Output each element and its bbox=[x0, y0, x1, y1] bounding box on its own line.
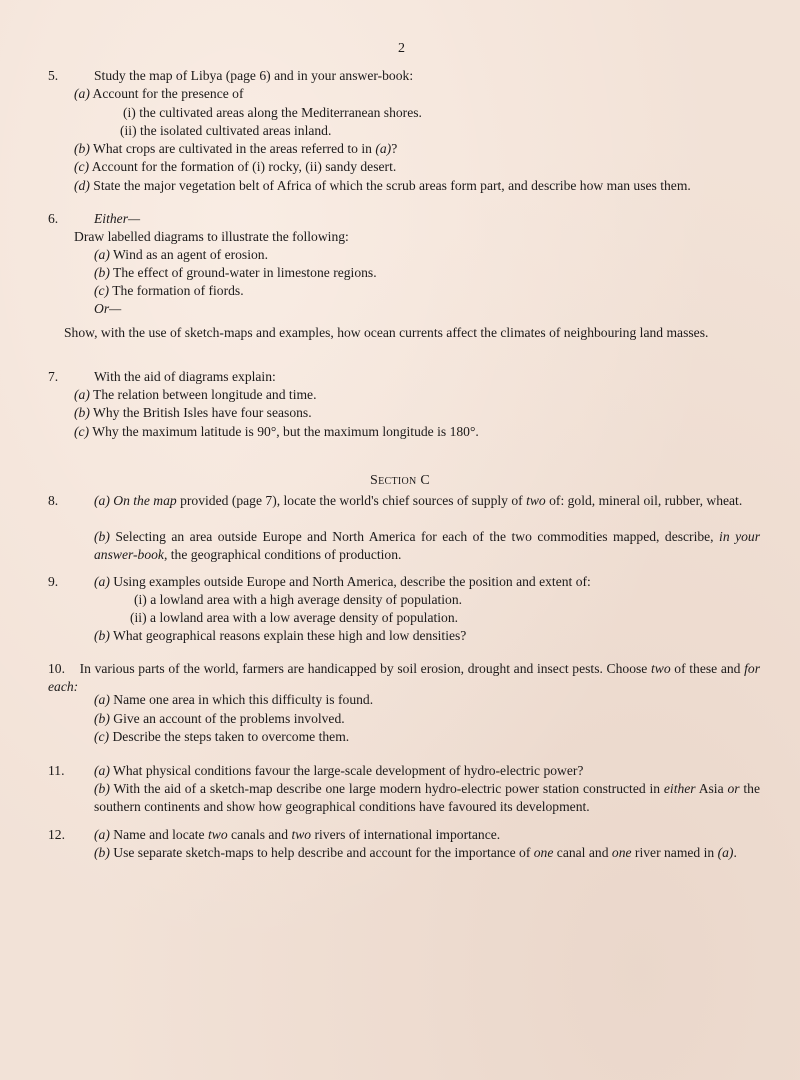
question-number: 6. bbox=[48, 211, 59, 226]
question-intro: With the aid of diagrams explain: bbox=[94, 369, 276, 384]
part-b: (b) Selecting an area outside Europe and North America for each of the two commodities mapped, describe, in your answer-book, the geographical conditions of production. bbox=[94, 529, 760, 562]
part-b: (b) With the aid of a sketch-map describe one large modern hydro-electric power station constructed in either Asia or the southern continents and show how geographical conditions have favoured its development. bbox=[94, 781, 760, 814]
question-number: 9. bbox=[48, 574, 59, 589]
part-a: (a) Account for the presence of bbox=[74, 86, 244, 101]
part-a: (a) The relation between longitude and time. bbox=[74, 387, 317, 402]
question-number: 7. bbox=[48, 369, 59, 384]
part-d: (d) State the major vegetation belt of Africa of which the scrub areas form part, and describe how man uses them. bbox=[74, 178, 691, 193]
question-number: 5. bbox=[48, 68, 59, 83]
part-b: (b) Give an account of the problems involved. bbox=[94, 711, 345, 726]
part-a: (a) What physical conditions favour the large-scale development of hydro-electric power? bbox=[94, 763, 584, 778]
part-c: (c) Account for the formation of (i) rocky, (ii) sandy desert. bbox=[74, 159, 397, 174]
subpart-ii: (ii) the isolated cultivated areas inland. bbox=[120, 123, 332, 138]
part-b: (b) Why the British Isles have four seasons. bbox=[74, 405, 312, 420]
part-a: (a) Name and locate two canals and two rivers of international importance. bbox=[94, 827, 501, 842]
or-label: Or— bbox=[94, 301, 122, 316]
question-intro: 10. In various parts of the world, farmers are handicapped by soil erosion, drought and insect pests. Choose two of these and for each: bbox=[48, 661, 760, 694]
part-c: (c) Describe the steps taken to overcome them. bbox=[94, 729, 350, 744]
question-number: 8. bbox=[48, 493, 59, 508]
part-a: (a) Wind as an agent of erosion. bbox=[94, 247, 268, 262]
part-b: (b) Use separate sketch-maps to help describe and account for the importance of one canal and one river named in (a). bbox=[94, 845, 737, 860]
section-heading: Section C bbox=[370, 473, 430, 488]
question-number: 11. bbox=[48, 763, 65, 778]
part-c: (c) Why the maximum latitude is 90°, but the maximum longitude is 180°. bbox=[74, 424, 479, 439]
subpart-ii: (ii) a lowland area with a low average density of population. bbox=[130, 610, 459, 625]
question-intro: Study the map of Libya (page 6) and in your answer-book: bbox=[94, 68, 414, 83]
part-b: (b) The effect of ground-water in limestone regions. bbox=[94, 265, 377, 280]
part-a: (a) Name one area in which this difficulty is found. bbox=[94, 692, 374, 707]
part-b: (b) What geographical reasons explain these high and low densities? bbox=[94, 628, 467, 643]
either-label: Either— bbox=[94, 211, 141, 226]
alternative-question: Show, with the use of sketch-maps and examples, how ocean currents affect the climates of neighbouring land masses. bbox=[64, 325, 709, 340]
subpart-i: (i) the cultivated areas along the Mediterranean shores. bbox=[123, 105, 422, 120]
part-a: (a) Using examples outside Europe and North America, describe the position and extent of: bbox=[94, 574, 591, 589]
subpart-i: (i) a lowland area with a high average density of population. bbox=[134, 592, 463, 607]
question-number: 12. bbox=[48, 827, 65, 842]
question-intro: Draw labelled diagrams to illustrate the following: bbox=[74, 229, 349, 244]
part-b: (b) What crops are cultivated in the areas referred to in (a)? bbox=[74, 141, 398, 156]
part-a: (a) On the map provided (page 7), locate the world's chief sources of supply of two of: gold, mineral oil, rubber, wheat. bbox=[94, 493, 743, 508]
page-number: 2 bbox=[398, 41, 405, 56]
part-c: (c) The formation of fiords. bbox=[94, 283, 244, 298]
